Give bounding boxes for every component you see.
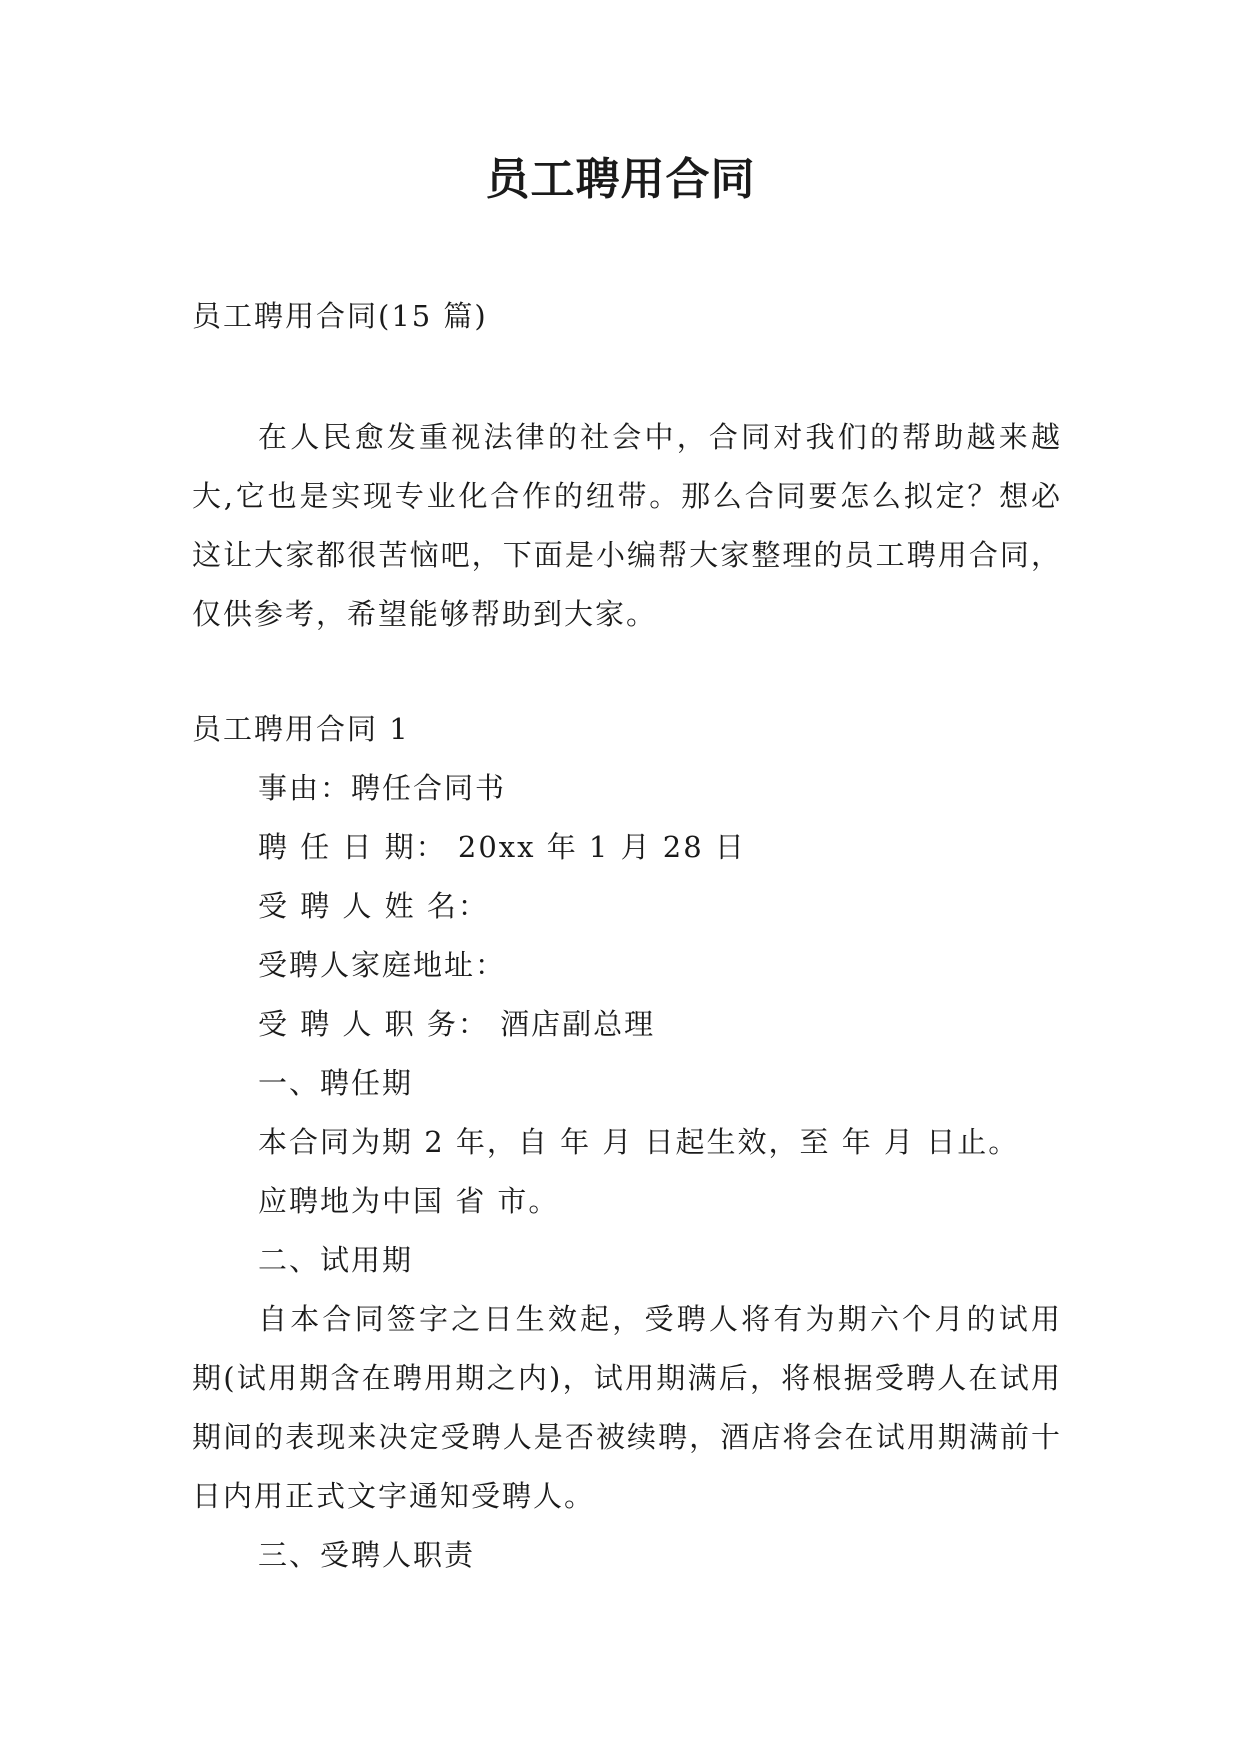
section-heading: 员工聘用合同 1 [192, 712, 410, 746]
probation-text: 自本合同签字之日生效起，受聘人将有为期六个月的试用期(试用期含在聘用期之内)，试用期满后，将根据受聘人在试用期间的表现来决定受聘人是否被续聘，酒店将会在试用期满前十日内用正式文字通知受聘人。 [192, 1302, 1062, 1513]
document-title: 员工聘用合同 [485, 154, 756, 205]
term-heading: 一、聘任期 [258, 1066, 414, 1100]
position-line: 受 聘 人 职 务： 酒店副总理 [258, 1007, 656, 1041]
location-line: 应聘地为中国 省 市。 [258, 1184, 560, 1218]
contract-section-1 [192, 700, 1062, 1585]
term-text: 本合同为期 2 年，自 年 月 日起生效，至 年 月 日止。 [258, 1125, 1020, 1159]
date-line: 聘 任 日 期： 20xx 年 1 月 28 日 [258, 830, 746, 864]
probation-heading: 二、试用期 [258, 1243, 414, 1277]
duty-heading: 三、受聘人职责 [258, 1538, 476, 1572]
document-subtitle: 员工聘用合同(15 篇) [192, 299, 488, 333]
intro-paragraph: 在人民愈发重视法律的社会中，合同对我们的帮助越来越大,它也是实现专业化合作的纽带。那么合同要怎么拟定？想必这让大家都很苦恼吧，下面是小编帮大家整理的员工聘用合同，仅供参考，希望能够帮助到大家。 [192, 420, 1062, 631]
address-line: 受聘人家庭地址： [258, 948, 507, 982]
reason-line: 事由：聘任合同书 [258, 771, 507, 805]
name-line: 受 聘 人 姓 名： [258, 889, 489, 923]
